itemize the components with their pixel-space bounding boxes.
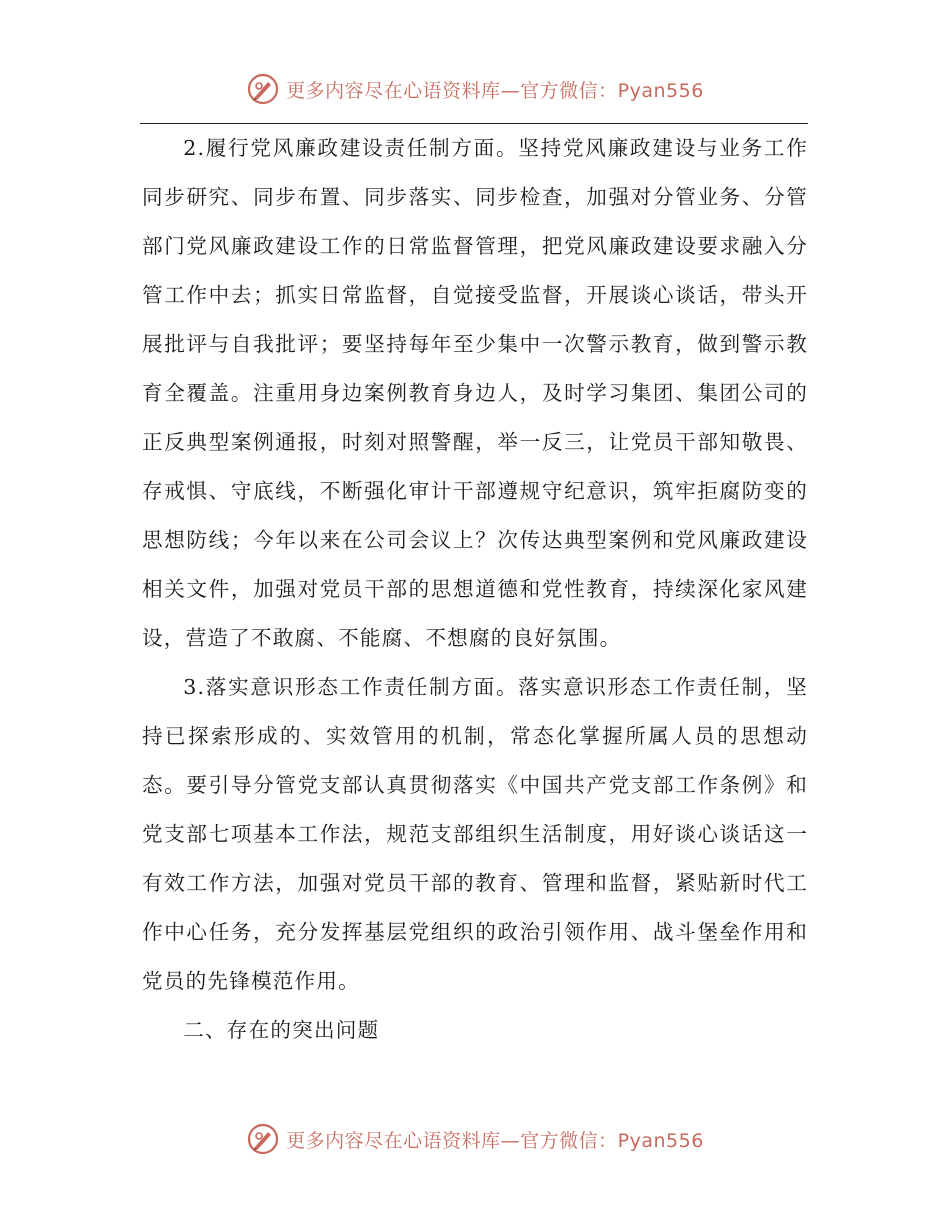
document-body: [142, 124, 808, 1055]
footer-watermark: [0, 1122, 950, 1156]
pen-logo-icon: [246, 1122, 280, 1156]
watermark-text: 更多内容尽在心语资料库—官方微信：Pyan556: [286, 79, 704, 102]
header-watermark: [0, 72, 950, 106]
pen-logo-icon: [246, 72, 280, 106]
paragraph-party-conduct: 2.履行党风廉政建设责任制方面。坚持党风廉政建设与业务工作同步研究、同步布置、同步落实、同步检查，加强对分管业务、分管部门党风廉政建设工作的日常监督管理，把党风廉政建设要求融入分管工作中去；抓实日常监督，自觉接受监督，开展谈心谈话，带头开展批评与自我批评；要坚持每年至少集中一次警示教育，做到警示教育全覆盖。注重用身边案例教育身边人，及时学习集团、集团公司的正反典型案例通报，时刻对照警醒，举一反三，让党员干部知敬畏、存戒惧、守底线，不断强化审计干部遵规守纪意识，筑牢拒腐防变的思想防线；今年以来在公司会议上？次传达典型案例和党风廉政建设相关文件，加强对党员干部的思想道德和党性教育，持续深化家风建设，营造了不敢腐、不能腐、不想腐的良好氛围。: [142, 136, 808, 650]
watermark-text: 更多内容尽在心语资料库—官方微信：Pyan556: [286, 1129, 704, 1152]
section-heading: 二、存在的突出问题: [183, 1018, 380, 1042]
paragraph-ideology: 3.落实意识形态工作责任制方面。落实意识形态工作责任制，坚持已探索形成的、实效管用的机制，常态化掌握所属人员的思想动态。要引导分管党支部认真贯彻落实《中国共产党支部工作条例》和党支部七项基本工作法，规范支部组织生活制度，用好谈心谈话这一有效工作方法，加强对党员干部的教育、管理和监督，紧贴新时代工作中心任务，充分发挥基层党组织的政治引领作用、战斗堡垒作用和党员的先锋模范作用。: [142, 675, 808, 993]
